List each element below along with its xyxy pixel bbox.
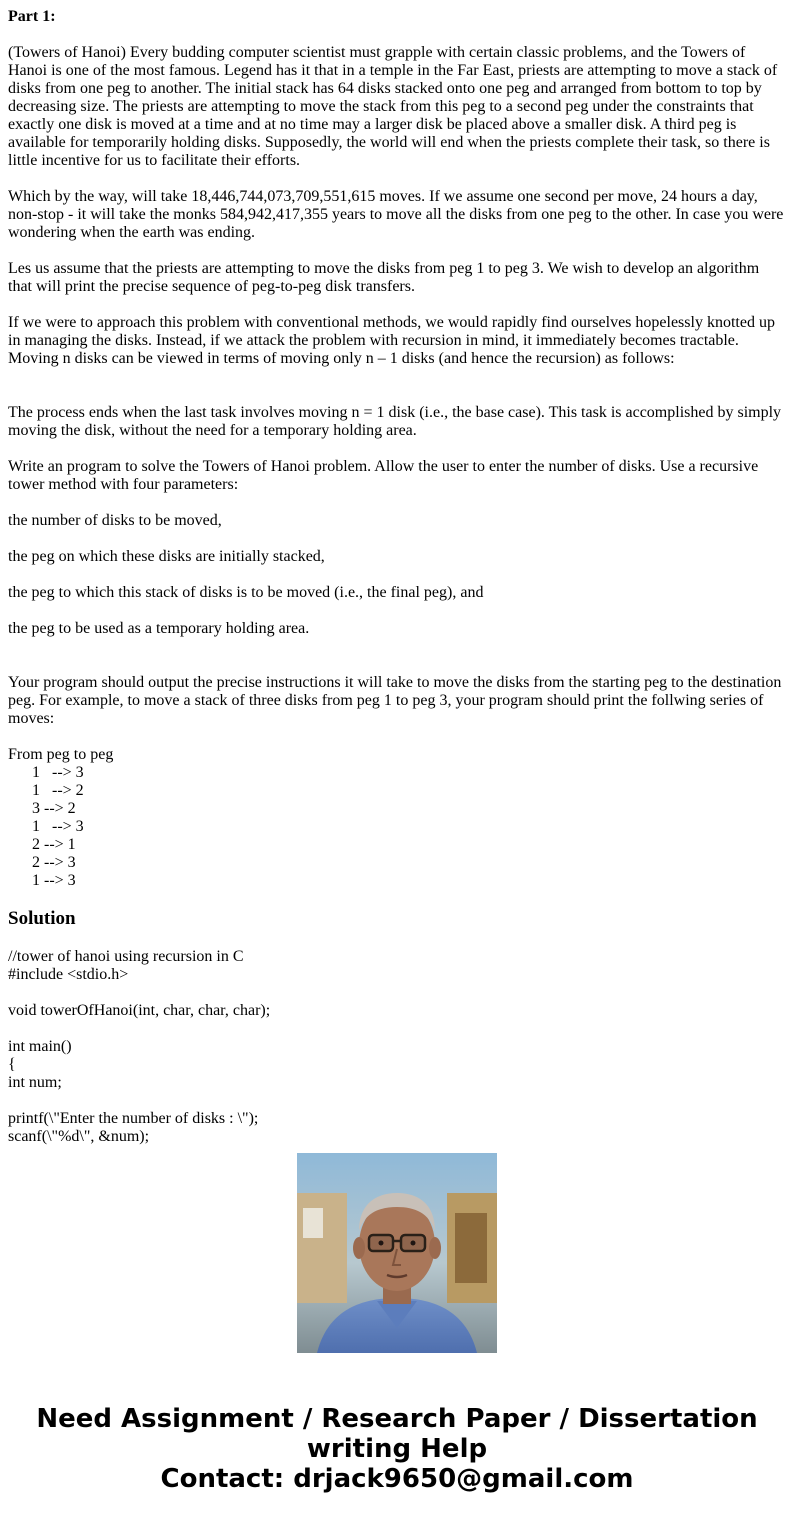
paragraph-intro: (Towers of Hanoi) Every budding computer scientist must grapple with certain classic problems, and the Towers of Hanoi is one of the most famous. Legend has it that in a temple in the Far East, priests are attempting to move a stack of disks from one peg to another. The initial stack has 64 disks stacked onto one peg and arranged from bottom to top by decreasing size. The priests are attempting to move the stack from this peg to a second peg under the constraints that exactly one disk is moved at a time and at no time may a larger disk be placed above a smaller disk. A third peg is available for temporarily holding disks. Supposedly, the world will end when the priests complete their task, so there is little incentive for us to facilitate their efforts. — [8, 44, 778, 169]
move-line: 3 --> 2 — [32, 800, 76, 817]
person-photo-icon — [297, 1153, 497, 1353]
move-line: 1 --> 2 — [32, 782, 84, 799]
document-content — [8, 0, 786, 1145]
parameter-item-destination: the peg to which this stack of disks is to be moved (i.e., the final peg), and — [8, 584, 484, 601]
move-line: 1 --> 3 — [32, 872, 76, 889]
code-line: void towerOfHanoi(int, char, char, char); — [8, 1002, 271, 1019]
code-block — [8, 948, 786, 1146]
banner-line-writing-help: writing Help — [306, 1434, 488, 1464]
code-line — [8, 1020, 786, 1038]
code-line: { — [8, 1056, 16, 1073]
move-line: 1 --> 3 — [32, 764, 84, 781]
code-line — [8, 984, 786, 1002]
parameter-item-temporary: the peg to be used as a temporary holding area. — [8, 620, 310, 637]
move-line: 2 --> 1 — [32, 836, 76, 853]
code-line: //tower of hanoi using recursion in C — [8, 948, 244, 965]
help-banner — [0, 1404, 794, 1494]
moves-header: From peg to peg — [8, 746, 114, 763]
part-heading: Part 1: — [8, 8, 56, 25]
move-line: 2 --> 3 — [32, 854, 76, 871]
paragraph-moves-count: Which by the way, will take 18,446,744,073,709,551,615 moves. If we assume one second per move, 24 hours a day, non-stop - it will take the monks 584,942,417,355 years to move all the disks from one peg to the other. In case you were wondering when the earth was ending. — [8, 188, 784, 241]
code-line: #include <stdio.h> — [8, 966, 129, 983]
code-line: int main() — [8, 1038, 72, 1055]
code-line: printf(\"Enter the number of disks : \"); — [8, 1110, 259, 1127]
paragraph-recursion: If we were to approach this problem with conventional methods, we would rapidly find ourselves hopelessly knotted up in managing the disks. Instead, if we attack the problem with recursion in mind, it immediately becomes tractable. Moving n disks can be viewed in terms of moving only n – 1 disks (and hence the recursion) as follows: — [8, 314, 775, 367]
paragraph-task: Write an program to solve the Towers of Hanoi problem. Allow the user to enter the number of disks. Use a recursive tower method with four parameters: — [8, 458, 759, 493]
banner-line-contact: Contact: drjack9650@gmail.com — [160, 1464, 634, 1494]
code-line: int num; — [8, 1074, 62, 1091]
code-line: scanf(\"%d\", &num); — [8, 1128, 150, 1145]
parameter-item-disks: the number of disks to be moved, — [8, 512, 222, 529]
parameter-item-source: the peg on which these disks are initially stacked, — [8, 548, 325, 565]
banner-line-assignment: Need Assignment / Research Paper / Dissertation — [36, 1404, 758, 1434]
solution-heading: Solution — [8, 908, 76, 929]
moves-list — [8, 764, 786, 890]
paragraph-base-case: The process ends when the last task involves moving n = 1 disk (i.e., the base case). This task is accomplished by simply moving the disk, without the need for a temporary holding area. — [8, 404, 782, 439]
move-line: 1 --> 3 — [32, 818, 84, 835]
paragraph-assumption: Les us assume that the priests are attempting to move the disks from peg 1 to peg 3. We wish to develop an algorithm that will print the precise sequence of peg-to-peg disk transfers. — [8, 260, 760, 295]
code-line — [8, 1092, 786, 1110]
paragraph-output: Your program should output the precise instructions it will take to move the disks from the starting peg to the destination peg. For example, to move a stack of three disks from peg 1 to peg 3, your program should print the follwing series of moves: — [8, 674, 782, 727]
